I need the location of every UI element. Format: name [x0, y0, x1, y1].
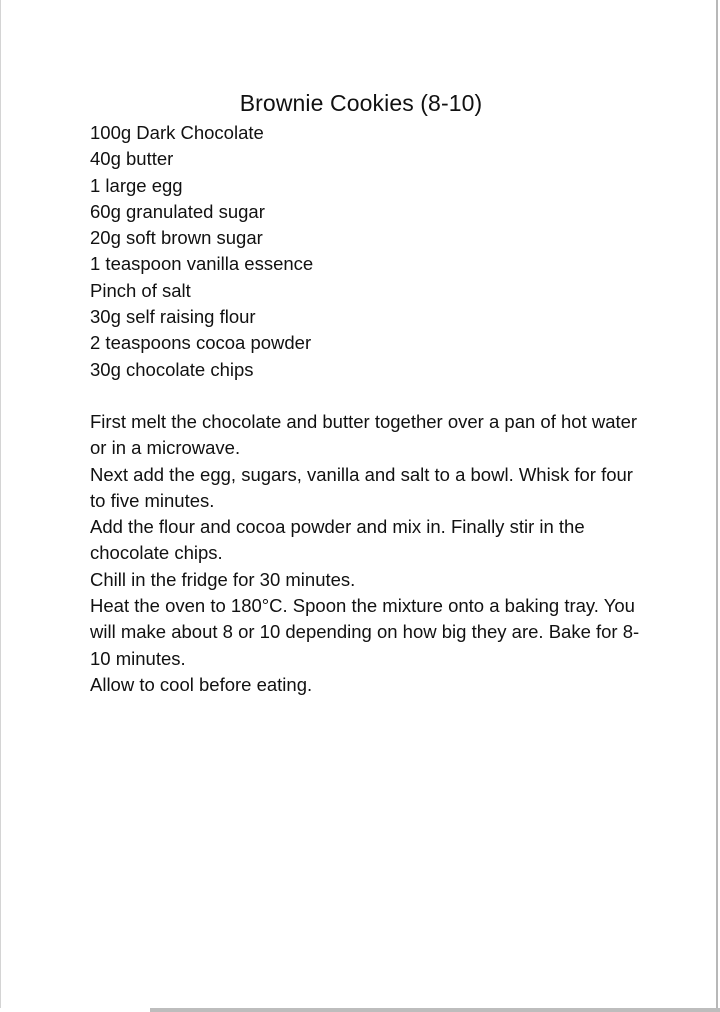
ingredient-item: 100g Dark Chocolate	[90, 122, 264, 143]
method-step: Chill in the fridge for 30 minutes.	[90, 568, 356, 590]
method-step: Allow to cool before eating.	[90, 673, 313, 695]
ingredient-item: Pinch of salt	[90, 279, 191, 301]
ingredient-list	[90, 120, 313, 383]
method-step: Heat the oven to 180°C. Spoon the mixture onto a baking tray. You will make about 8 or 10 depending on how big they are. Bake for 8-10 minutes.	[90, 595, 640, 669]
ingredient-item: 30g chocolate chips	[90, 358, 254, 380]
ingredient-item: 30g self raising flour	[90, 306, 256, 328]
recipe-title: Brownie Cookies (8-10)	[239, 90, 483, 116]
ingredient-item: 40g butter	[90, 148, 174, 170]
method-step: Next add the egg, sugars, vanilla and salt to a bowl. Whisk for four to five minutes.	[90, 463, 633, 511]
ingredient-item: 60g granulated sugar	[90, 200, 265, 222]
ingredient-item: 1 teaspoon vanilla essence	[90, 253, 314, 275]
method-step: First melt the chocolate and butter together over a pan of hot water or in a microwave.	[90, 411, 638, 459]
method-step: Add the flour and cocoa powder and mix in. Finally stir in the chocolate chips.	[90, 516, 585, 564]
method-steps	[90, 409, 650, 698]
ingredient-item: 20g soft brown sugar	[90, 227, 263, 249]
ingredient-item: 1 large egg	[90, 174, 183, 196]
page-shadow	[150, 1008, 720, 1012]
ingredient-item: 2 teaspoons cocoa powder	[90, 332, 312, 354]
